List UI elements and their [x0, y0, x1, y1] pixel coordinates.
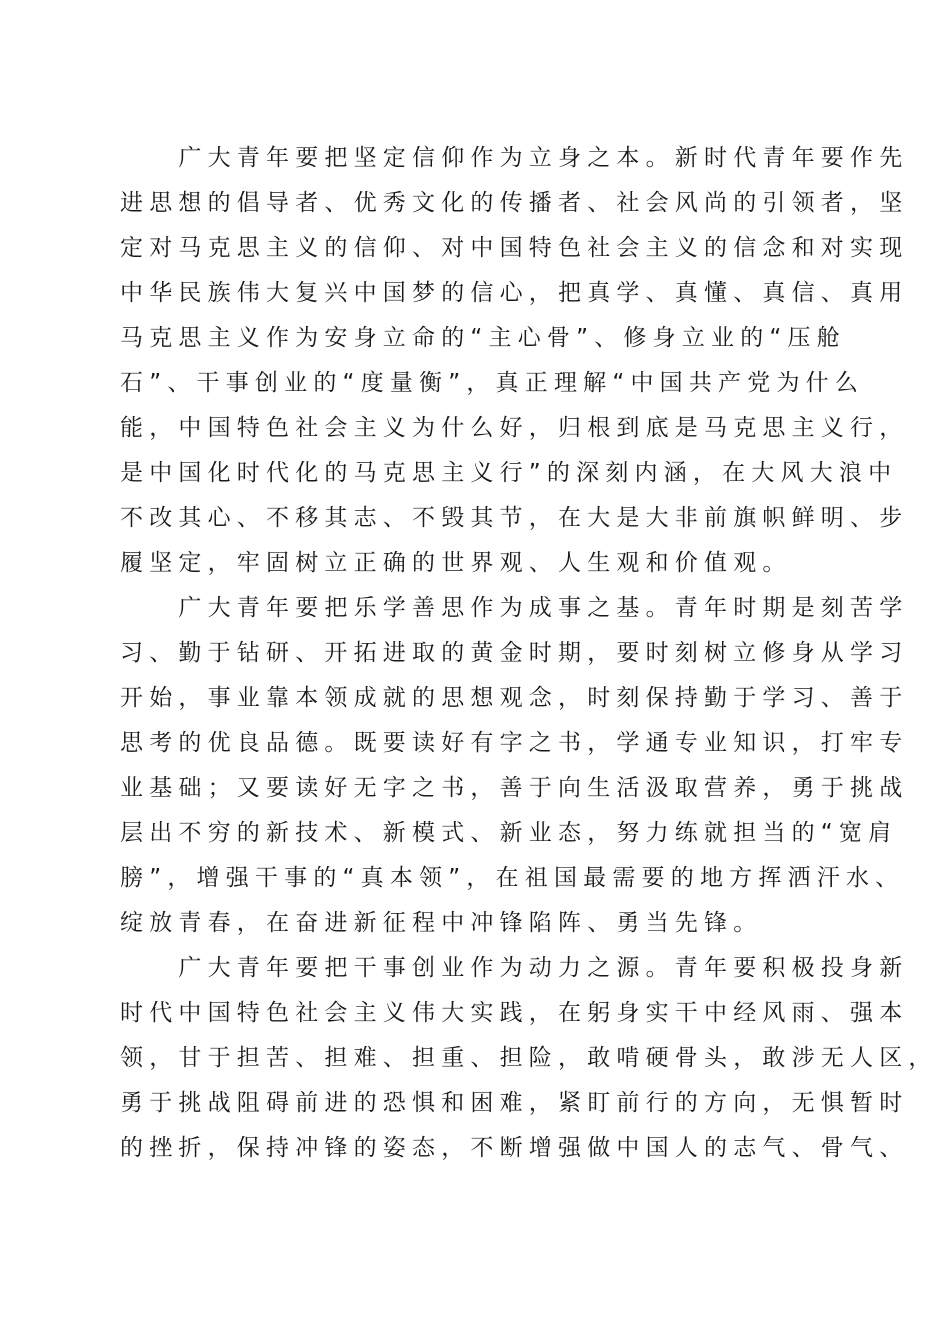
- text-line: 的挫折，保持冲锋的姿态，不断增强做中国人的志气、骨气、: [120, 1135, 909, 1161]
- text-line: 石”、干事创业的“度量衡”，真正理解“中国共产党为什么: [120, 370, 865, 396]
- text-line: 层出不穷的新技术、新模式、新业态，努力练就担当的“宽肩: [120, 820, 898, 846]
- text-line: 广大青年要把干事创业作为动力之源。青年要积极投身新: [120, 955, 909, 981]
- text-line: 能，中国特色社会主义为什么好，归根到底是马克思主义行，: [120, 415, 909, 441]
- text-line: 中华民族伟大复兴中国梦的信心，把真学、真懂、真信、真用: [120, 280, 909, 306]
- text-line: 是中国化时代化的马克思主义行”的深刻内涵，在大风大浪中: [120, 460, 898, 486]
- text-line: 马克思主义作为安身立命的“主心骨”、修身立业的“压舱: [120, 325, 846, 351]
- paragraph-learning: [120, 586, 909, 946]
- paragraph-faith: [120, 136, 909, 586]
- text-line: 勇于挑战阻碍前进的恐惧和困难，紧盯前行的方向，无惧暂时: [120, 1090, 909, 1116]
- text-line: 领，甘于担苦、担难、担重、担险，敢啃硬骨头，敢涉无人区，: [120, 1045, 938, 1071]
- text-line: 绽放青春，在奋进新征程中冲锋陷阵、勇当先锋。: [120, 910, 763, 936]
- text-line: 广大青年要把坚定信仰作为立身之本。新时代青年要作先: [120, 145, 909, 171]
- text-line: 思考的优良品德。既要读好有字之书，学通专业知识，打牢专: [120, 730, 909, 756]
- text-line: 定对马克思主义的信仰、对中国特色社会主义的信念和对实现: [120, 235, 909, 261]
- text-line: 时代中国特色社会主义伟大实践，在躬身实干中经风雨、强本: [120, 1000, 909, 1026]
- paragraph-action: [120, 946, 938, 1171]
- text-line: 进思想的倡导者、优秀文化的传播者、社会风尚的引领者，坚: [120, 190, 909, 216]
- text-line: 膀”，增强干事的“真本领”，在祖国最需要的地方挥洒汗水、: [120, 865, 905, 891]
- text-line: 广大青年要把乐学善思作为成事之基。青年时期是刻苦学: [120, 595, 909, 621]
- text-line: 开始，事业靠本领成就的思想观念，时刻保持勤于学习、善于: [120, 685, 909, 711]
- document-page: [120, 136, 938, 1171]
- text-line: 习、勤于钻研、开拓进取的黄金时期，要时刻树立修身从学习: [120, 640, 909, 666]
- text-line: 业基础；又要读好无字之书，善于向生活汲取营养，勇于挑战: [120, 775, 909, 801]
- text-line: 履坚定，牢固树立正确的世界观、人生观和价值观。: [120, 550, 792, 576]
- text-line: 不改其心、不移其志、不毁其节，在大是大非前旗帜鲜明、步: [120, 505, 909, 531]
